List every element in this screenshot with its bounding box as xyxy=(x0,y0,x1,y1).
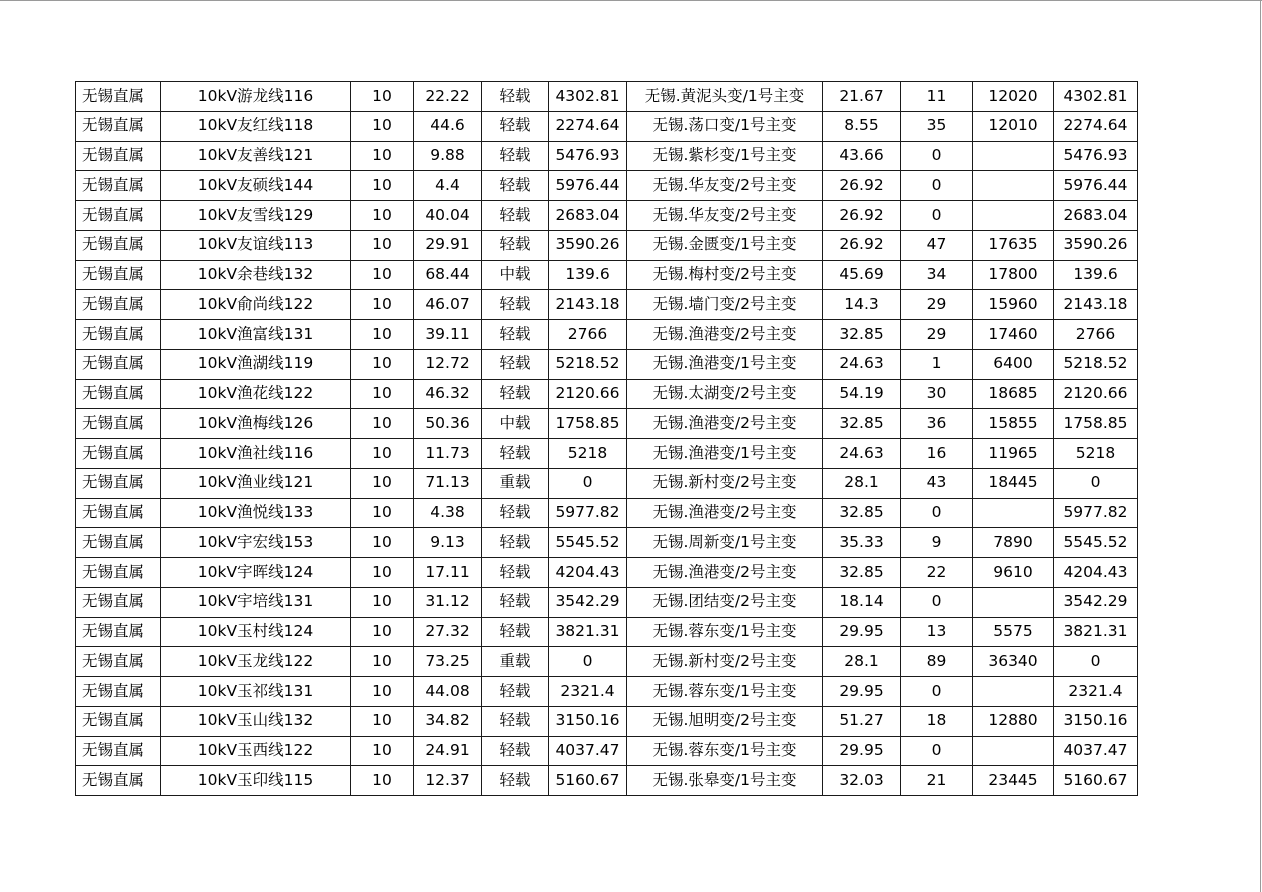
available-capacity-cell: 5977.82 xyxy=(549,498,627,528)
load-status-cell: 轻载 xyxy=(482,141,549,171)
count-cell: 0 xyxy=(901,498,973,528)
feeder-name-cell: 10kV友红线118 xyxy=(161,111,351,141)
org-cell: 无锡直属 xyxy=(76,201,161,231)
voltage-cell: 10 xyxy=(351,706,414,736)
available-capacity-cell: 2120.66 xyxy=(549,379,627,409)
feeder-name-cell: 10kV玉印线115 xyxy=(161,766,351,796)
remaining-capacity-cell: 2274.64 xyxy=(1054,111,1138,141)
count-cell: 35 xyxy=(901,111,973,141)
table-body xyxy=(76,82,1138,796)
transformer-load-rate-cell: 8.55 xyxy=(823,111,901,141)
table-row xyxy=(76,171,1138,201)
transformer-load-rate-cell: 43.66 xyxy=(823,141,901,171)
voltage-cell: 10 xyxy=(351,766,414,796)
substation-transformer-cell: 无锡.渔港变/1号主变 xyxy=(627,349,823,379)
transformer-load-rate-cell: 29.95 xyxy=(823,736,901,766)
load-status-cell: 轻载 xyxy=(482,201,549,231)
feeder-name-cell: 10kV友谊线113 xyxy=(161,230,351,260)
load-status-cell: 轻载 xyxy=(482,379,549,409)
load-rate-cell: 34.82 xyxy=(414,706,482,736)
org-cell: 无锡直属 xyxy=(76,349,161,379)
transformer-load-rate-cell: 26.92 xyxy=(823,171,901,201)
capacity-cell xyxy=(973,201,1054,231)
remaining-capacity-cell: 4302.81 xyxy=(1054,82,1138,112)
org-cell: 无锡直属 xyxy=(76,468,161,498)
table-row xyxy=(76,409,1138,439)
available-capacity-cell: 0 xyxy=(549,647,627,677)
voltage-cell: 10 xyxy=(351,498,414,528)
load-status-cell: 轻载 xyxy=(482,82,549,112)
org-cell: 无锡直属 xyxy=(76,766,161,796)
count-cell: 0 xyxy=(901,201,973,231)
load-status-cell: 轻载 xyxy=(482,320,549,350)
org-cell: 无锡直属 xyxy=(76,141,161,171)
capacity-cell xyxy=(973,587,1054,617)
capacity-cell: 18685 xyxy=(973,379,1054,409)
count-cell: 29 xyxy=(901,320,973,350)
feeder-name-cell: 10kV宇培线131 xyxy=(161,587,351,617)
remaining-capacity-cell: 0 xyxy=(1054,468,1138,498)
load-rate-cell: 31.12 xyxy=(414,587,482,617)
remaining-capacity-cell: 5218.52 xyxy=(1054,349,1138,379)
transformer-load-rate-cell: 32.85 xyxy=(823,409,901,439)
capacity-cell: 17460 xyxy=(973,320,1054,350)
count-cell: 1 xyxy=(901,349,973,379)
substation-transformer-cell: 无锡.张皋变/1号主变 xyxy=(627,766,823,796)
feeder-name-cell: 10kV玉龙线122 xyxy=(161,647,351,677)
available-capacity-cell: 5160.67 xyxy=(549,766,627,796)
available-capacity-cell: 4302.81 xyxy=(549,82,627,112)
substation-transformer-cell: 无锡.黄泥头变/1号主变 xyxy=(627,82,823,112)
remaining-capacity-cell: 2120.66 xyxy=(1054,379,1138,409)
count-cell: 30 xyxy=(901,379,973,409)
remaining-capacity-cell: 2321.4 xyxy=(1054,677,1138,707)
load-rate-cell: 9.13 xyxy=(414,528,482,558)
table-row xyxy=(76,439,1138,469)
transformer-load-rate-cell: 29.95 xyxy=(823,617,901,647)
substation-transformer-cell: 无锡.华友变/2号主变 xyxy=(627,171,823,201)
load-rate-cell: 11.73 xyxy=(414,439,482,469)
count-cell: 0 xyxy=(901,587,973,617)
substation-transformer-cell: 无锡.渔港变/2号主变 xyxy=(627,558,823,588)
load-status-cell: 轻载 xyxy=(482,677,549,707)
feeder-name-cell: 10kV渔富线131 xyxy=(161,320,351,350)
count-cell: 36 xyxy=(901,409,973,439)
remaining-capacity-cell: 5476.93 xyxy=(1054,141,1138,171)
capacity-cell: 18445 xyxy=(973,468,1054,498)
transformer-load-rate-cell: 54.19 xyxy=(823,379,901,409)
table-row xyxy=(76,587,1138,617)
voltage-cell: 10 xyxy=(351,736,414,766)
load-rate-cell: 40.04 xyxy=(414,201,482,231)
feeder-name-cell: 10kV余巷线132 xyxy=(161,260,351,290)
available-capacity-cell: 139.6 xyxy=(549,260,627,290)
feeder-name-cell: 10kV渔悦线133 xyxy=(161,498,351,528)
org-cell: 无锡直属 xyxy=(76,528,161,558)
remaining-capacity-cell: 3821.31 xyxy=(1054,617,1138,647)
org-cell: 无锡直属 xyxy=(76,230,161,260)
voltage-cell: 10 xyxy=(351,260,414,290)
transformer-load-rate-cell: 24.63 xyxy=(823,349,901,379)
remaining-capacity-cell: 2683.04 xyxy=(1054,201,1138,231)
capacity-cell: 5575 xyxy=(973,617,1054,647)
voltage-cell: 10 xyxy=(351,171,414,201)
org-cell: 无锡直属 xyxy=(76,320,161,350)
feeder-name-cell: 10kV游龙线116 xyxy=(161,82,351,112)
voltage-cell: 10 xyxy=(351,349,414,379)
remaining-capacity-cell: 2766 xyxy=(1054,320,1138,350)
load-status-cell: 轻载 xyxy=(482,439,549,469)
capacity-cell xyxy=(973,498,1054,528)
remaining-capacity-cell: 0 xyxy=(1054,647,1138,677)
org-cell: 无锡直属 xyxy=(76,409,161,439)
count-cell: 0 xyxy=(901,171,973,201)
count-cell: 47 xyxy=(901,230,973,260)
voltage-cell: 10 xyxy=(351,82,414,112)
load-rate-cell: 68.44 xyxy=(414,260,482,290)
substation-transformer-cell: 无锡.蓉东变/1号主变 xyxy=(627,736,823,766)
transformer-load-rate-cell: 24.63 xyxy=(823,439,901,469)
load-status-cell: 轻载 xyxy=(482,171,549,201)
remaining-capacity-cell: 5160.67 xyxy=(1054,766,1138,796)
substation-transformer-cell: 无锡.渔港变/2号主变 xyxy=(627,320,823,350)
load-rate-cell: 24.91 xyxy=(414,736,482,766)
substation-transformer-cell: 无锡.渔港变/2号主变 xyxy=(627,498,823,528)
substation-transformer-cell: 无锡.梅村变/2号主变 xyxy=(627,260,823,290)
table-row xyxy=(76,468,1138,498)
voltage-cell: 10 xyxy=(351,468,414,498)
feeder-name-cell: 10kV渔社线116 xyxy=(161,439,351,469)
transformer-load-rate-cell: 26.92 xyxy=(823,230,901,260)
voltage-cell: 10 xyxy=(351,439,414,469)
load-rate-cell: 12.72 xyxy=(414,349,482,379)
remaining-capacity-cell: 5218 xyxy=(1054,439,1138,469)
org-cell: 无锡直属 xyxy=(76,260,161,290)
substation-transformer-cell: 无锡.团结变/2号主变 xyxy=(627,587,823,617)
count-cell: 16 xyxy=(901,439,973,469)
table-row xyxy=(76,82,1138,112)
load-status-cell: 轻载 xyxy=(482,617,549,647)
org-cell: 无锡直属 xyxy=(76,379,161,409)
voltage-cell: 10 xyxy=(351,647,414,677)
feeder-name-cell: 10kV玉山线132 xyxy=(161,706,351,736)
table-row xyxy=(76,617,1138,647)
load-rate-cell: 44.6 xyxy=(414,111,482,141)
count-cell: 22 xyxy=(901,558,973,588)
page-right-border xyxy=(1260,0,1261,892)
org-cell: 无锡直属 xyxy=(76,171,161,201)
transformer-load-rate-cell: 32.85 xyxy=(823,320,901,350)
capacity-cell: 12010 xyxy=(973,111,1054,141)
capacity-cell: 6400 xyxy=(973,349,1054,379)
org-cell: 无锡直属 xyxy=(76,111,161,141)
transformer-load-rate-cell: 18.14 xyxy=(823,587,901,617)
available-capacity-cell: 5545.52 xyxy=(549,528,627,558)
voltage-cell: 10 xyxy=(351,230,414,260)
load-rate-cell: 4.38 xyxy=(414,498,482,528)
capacity-cell: 9610 xyxy=(973,558,1054,588)
table-row xyxy=(76,528,1138,558)
substation-transformer-cell: 无锡.紫杉变/1号主变 xyxy=(627,141,823,171)
capacity-cell: 23445 xyxy=(973,766,1054,796)
substation-transformer-cell: 无锡.金匮变/1号主变 xyxy=(627,230,823,260)
table-row xyxy=(76,201,1138,231)
capacity-cell: 12880 xyxy=(973,706,1054,736)
voltage-cell: 10 xyxy=(351,528,414,558)
org-cell: 无锡直属 xyxy=(76,706,161,736)
capacity-cell: 17800 xyxy=(973,260,1054,290)
load-status-cell: 轻载 xyxy=(482,290,549,320)
table-row xyxy=(76,141,1138,171)
available-capacity-cell: 2274.64 xyxy=(549,111,627,141)
transformer-load-rate-cell: 21.67 xyxy=(823,82,901,112)
remaining-capacity-cell: 3542.29 xyxy=(1054,587,1138,617)
load-rate-cell: 4.4 xyxy=(414,171,482,201)
available-capacity-cell: 3150.16 xyxy=(549,706,627,736)
remaining-capacity-cell: 139.6 xyxy=(1054,260,1138,290)
count-cell: 0 xyxy=(901,141,973,171)
count-cell: 0 xyxy=(901,736,973,766)
substation-transformer-cell: 无锡.渔港变/1号主变 xyxy=(627,439,823,469)
voltage-cell: 10 xyxy=(351,111,414,141)
load-status-cell: 中载 xyxy=(482,409,549,439)
load-status-cell: 轻载 xyxy=(482,736,549,766)
capacity-cell: 11965 xyxy=(973,439,1054,469)
remaining-capacity-cell: 1758.85 xyxy=(1054,409,1138,439)
available-capacity-cell: 1758.85 xyxy=(549,409,627,439)
transformer-load-rate-cell: 26.92 xyxy=(823,201,901,231)
transformer-load-rate-cell: 35.33 xyxy=(823,528,901,558)
voltage-cell: 10 xyxy=(351,141,414,171)
org-cell: 无锡直属 xyxy=(76,677,161,707)
voltage-cell: 10 xyxy=(351,677,414,707)
voltage-cell: 10 xyxy=(351,587,414,617)
org-cell: 无锡直属 xyxy=(76,498,161,528)
feeder-name-cell: 10kV玉祁线131 xyxy=(161,677,351,707)
org-cell: 无锡直属 xyxy=(76,290,161,320)
load-rate-cell: 22.22 xyxy=(414,82,482,112)
remaining-capacity-cell: 3590.26 xyxy=(1054,230,1138,260)
voltage-cell: 10 xyxy=(351,617,414,647)
voltage-cell: 10 xyxy=(351,379,414,409)
available-capacity-cell: 3821.31 xyxy=(549,617,627,647)
available-capacity-cell: 2143.18 xyxy=(549,290,627,320)
load-rate-cell: 12.37 xyxy=(414,766,482,796)
org-cell: 无锡直属 xyxy=(76,617,161,647)
substation-transformer-cell: 无锡.蓉东变/1号主变 xyxy=(627,617,823,647)
voltage-cell: 10 xyxy=(351,558,414,588)
capacity-cell: 36340 xyxy=(973,647,1054,677)
count-cell: 0 xyxy=(901,677,973,707)
available-capacity-cell: 3542.29 xyxy=(549,587,627,617)
load-status-cell: 重载 xyxy=(482,468,549,498)
org-cell: 无锡直属 xyxy=(76,558,161,588)
table-row xyxy=(76,230,1138,260)
substation-transformer-cell: 无锡.华友变/2号主变 xyxy=(627,201,823,231)
feeder-name-cell: 10kV宇晖线124 xyxy=(161,558,351,588)
transformer-load-rate-cell: 32.85 xyxy=(823,558,901,588)
load-status-cell: 轻载 xyxy=(482,528,549,558)
transformer-load-rate-cell: 32.85 xyxy=(823,498,901,528)
load-status-cell: 轻载 xyxy=(482,230,549,260)
feeder-name-cell: 10kV渔业线121 xyxy=(161,468,351,498)
count-cell: 34 xyxy=(901,260,973,290)
table-row xyxy=(76,558,1138,588)
substation-transformer-cell: 无锡.墙门变/2号主变 xyxy=(627,290,823,320)
transformer-load-rate-cell: 28.1 xyxy=(823,647,901,677)
page-top-border xyxy=(0,0,1262,1)
available-capacity-cell: 4204.43 xyxy=(549,558,627,588)
available-capacity-cell: 4037.47 xyxy=(549,736,627,766)
transformer-load-rate-cell: 28.1 xyxy=(823,468,901,498)
transformer-load-rate-cell: 29.95 xyxy=(823,677,901,707)
load-status-cell: 轻载 xyxy=(482,706,549,736)
voltage-cell: 10 xyxy=(351,201,414,231)
available-capacity-cell: 2321.4 xyxy=(549,677,627,707)
capacity-cell: 17635 xyxy=(973,230,1054,260)
substation-transformer-cell: 无锡.荡口变/1号主变 xyxy=(627,111,823,141)
transformer-load-rate-cell: 45.69 xyxy=(823,260,901,290)
count-cell: 13 xyxy=(901,617,973,647)
load-status-cell: 轻载 xyxy=(482,587,549,617)
count-cell: 29 xyxy=(901,290,973,320)
org-cell: 无锡直属 xyxy=(76,647,161,677)
capacity-cell xyxy=(973,736,1054,766)
table-row xyxy=(76,677,1138,707)
feeder-name-cell: 10kV玉西线122 xyxy=(161,736,351,766)
available-capacity-cell: 5476.93 xyxy=(549,141,627,171)
table-row xyxy=(76,111,1138,141)
load-status-cell: 轻载 xyxy=(482,558,549,588)
substation-transformer-cell: 无锡.渔港变/2号主变 xyxy=(627,409,823,439)
remaining-capacity-cell: 4037.47 xyxy=(1054,736,1138,766)
feeder-name-cell: 10kV友雪线129 xyxy=(161,201,351,231)
transformer-load-rate-cell: 14.3 xyxy=(823,290,901,320)
available-capacity-cell: 3590.26 xyxy=(549,230,627,260)
capacity-cell: 7890 xyxy=(973,528,1054,558)
substation-transformer-cell: 无锡.新村变/2号主变 xyxy=(627,468,823,498)
table-row xyxy=(76,290,1138,320)
feeder-name-cell: 10kV友硕线144 xyxy=(161,171,351,201)
load-rate-cell: 73.25 xyxy=(414,647,482,677)
transformer-load-rate-cell: 32.03 xyxy=(823,766,901,796)
remaining-capacity-cell: 5545.52 xyxy=(1054,528,1138,558)
feeder-name-cell: 10kV渔湖线119 xyxy=(161,349,351,379)
load-rate-cell: 46.07 xyxy=(414,290,482,320)
available-capacity-cell: 5218.52 xyxy=(549,349,627,379)
count-cell: 89 xyxy=(901,647,973,677)
count-cell: 21 xyxy=(901,766,973,796)
feeder-name-cell: 10kV玉村线124 xyxy=(161,617,351,647)
feeder-load-table xyxy=(75,81,1138,796)
feeder-name-cell: 10kV俞尚线122 xyxy=(161,290,351,320)
capacity-cell xyxy=(973,171,1054,201)
capacity-cell xyxy=(973,677,1054,707)
feeder-name-cell: 10kV渔花线122 xyxy=(161,379,351,409)
remaining-capacity-cell: 4204.43 xyxy=(1054,558,1138,588)
capacity-cell: 15855 xyxy=(973,409,1054,439)
load-rate-cell: 71.13 xyxy=(414,468,482,498)
available-capacity-cell: 2766 xyxy=(549,320,627,350)
table-row xyxy=(76,349,1138,379)
table-row xyxy=(76,379,1138,409)
count-cell: 11 xyxy=(901,82,973,112)
count-cell: 18 xyxy=(901,706,973,736)
load-status-cell: 轻载 xyxy=(482,766,549,796)
org-cell: 无锡直属 xyxy=(76,736,161,766)
load-rate-cell: 17.11 xyxy=(414,558,482,588)
transformer-load-rate-cell: 51.27 xyxy=(823,706,901,736)
available-capacity-cell: 2683.04 xyxy=(549,201,627,231)
substation-transformer-cell: 无锡.新村变/2号主变 xyxy=(627,647,823,677)
load-status-cell: 轻载 xyxy=(482,498,549,528)
substation-transformer-cell: 无锡.太湖变/2号主变 xyxy=(627,379,823,409)
feeder-name-cell: 10kV渔梅线126 xyxy=(161,409,351,439)
available-capacity-cell: 0 xyxy=(549,468,627,498)
load-rate-cell: 44.08 xyxy=(414,677,482,707)
count-cell: 9 xyxy=(901,528,973,558)
table-row xyxy=(76,706,1138,736)
table-row xyxy=(76,647,1138,677)
load-status-cell: 重载 xyxy=(482,647,549,677)
load-rate-cell: 27.32 xyxy=(414,617,482,647)
remaining-capacity-cell: 5976.44 xyxy=(1054,171,1138,201)
substation-transformer-cell: 无锡.蓉东变/1号主变 xyxy=(627,677,823,707)
load-rate-cell: 46.32 xyxy=(414,379,482,409)
remaining-capacity-cell: 3150.16 xyxy=(1054,706,1138,736)
org-cell: 无锡直属 xyxy=(76,82,161,112)
capacity-cell xyxy=(973,141,1054,171)
feeder-name-cell: 10kV宇宏线153 xyxy=(161,528,351,558)
capacity-cell: 15960 xyxy=(973,290,1054,320)
substation-transformer-cell: 无锡.周新变/1号主变 xyxy=(627,528,823,558)
org-cell: 无锡直属 xyxy=(76,439,161,469)
table-row xyxy=(76,320,1138,350)
table-row xyxy=(76,766,1138,796)
capacity-cell: 12020 xyxy=(973,82,1054,112)
load-rate-cell: 9.88 xyxy=(414,141,482,171)
remaining-capacity-cell: 2143.18 xyxy=(1054,290,1138,320)
feeder-name-cell: 10kV友善线121 xyxy=(161,141,351,171)
remaining-capacity-cell: 5977.82 xyxy=(1054,498,1138,528)
load-rate-cell: 50.36 xyxy=(414,409,482,439)
table-row xyxy=(76,736,1138,766)
load-status-cell: 轻载 xyxy=(482,349,549,379)
available-capacity-cell: 5976.44 xyxy=(549,171,627,201)
load-status-cell: 中载 xyxy=(482,260,549,290)
load-status-cell: 轻载 xyxy=(482,111,549,141)
load-rate-cell: 29.91 xyxy=(414,230,482,260)
available-capacity-cell: 5218 xyxy=(549,439,627,469)
substation-transformer-cell: 无锡.旭明变/2号主变 xyxy=(627,706,823,736)
table-row xyxy=(76,260,1138,290)
voltage-cell: 10 xyxy=(351,290,414,320)
voltage-cell: 10 xyxy=(351,320,414,350)
org-cell: 无锡直属 xyxy=(76,587,161,617)
table-row xyxy=(76,498,1138,528)
count-cell: 43 xyxy=(901,468,973,498)
voltage-cell: 10 xyxy=(351,409,414,439)
load-rate-cell: 39.11 xyxy=(414,320,482,350)
